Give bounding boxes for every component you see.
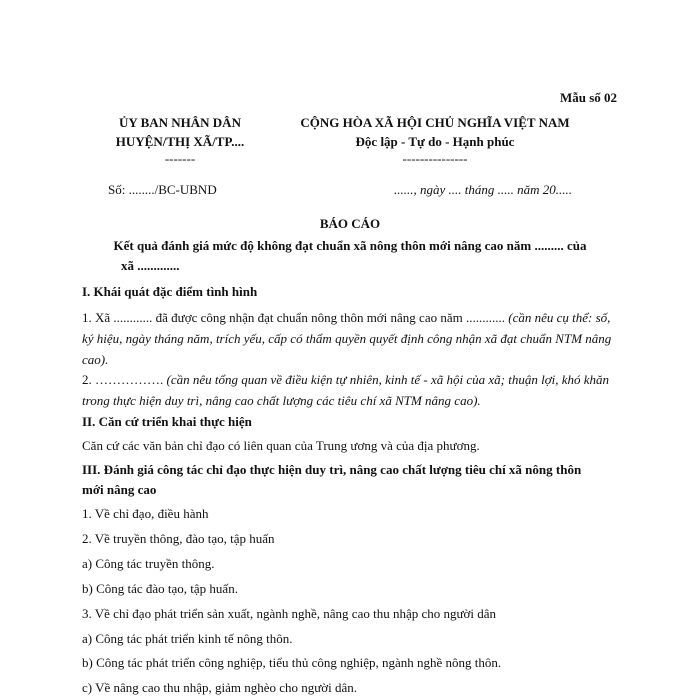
issuer-line2: HUYỆN/THỊ XÃ/TP.... xyxy=(115,134,245,149)
section1-item1 xyxy=(82,307,614,370)
section1-item2-note: (cần nêu tổng quan về điều kiện tự nhiên, kinh tế - xã hội của xã; thuận lợi, khó khăn trong thực hiện duy trì, nâng cao chất lượng các tiêu chí xã NTM nâng cao). xyxy=(82,372,610,408)
section2-heading: II. Căn cứ triển khai thực hiện xyxy=(82,414,252,429)
national-title: CỘNG HÒA XÃ HỘI CHỦ NGHĨA VIỆT NAM xyxy=(300,115,570,130)
issuer-line1: ỦY BAN NHÂN DÂN xyxy=(119,115,241,130)
national-motto: Độc lập - Tự do - Hạnh phúc xyxy=(355,134,515,149)
section1-item2-text: 2. ……………. xyxy=(82,372,167,387)
report-subtitle-line2: xã ............. xyxy=(121,258,180,273)
form-number: Mẫu số 02 xyxy=(559,90,617,105)
report-subtitle-line1: Kết quả đánh giá mức độ không đạt chuẩn xã nông thôn mới nâng cao năm ......... của xyxy=(113,238,587,253)
section1-heading: I. Khái quát đặc điểm tình hình xyxy=(82,284,258,299)
issuer-divider: ------- xyxy=(164,151,196,166)
section1-item2 xyxy=(82,369,614,411)
section3-item: 2. Về truyền thông, đào tạo, tập huấn xyxy=(82,531,275,546)
section3-heading-line1: III. Đánh giá công tác chỉ đạo thực hiện duy trì, nâng cao chất lượng tiêu chí xã nông thôn xyxy=(82,462,582,477)
section2-text: Căn cứ các văn bản chỉ đạo có liên quan của Trung ương và của địa phương. xyxy=(82,438,480,453)
report-title: BÁO CÁO xyxy=(319,216,381,231)
document-date: ......, ngày .... tháng ..... năm 20..... xyxy=(394,182,573,197)
section3-heading-line2: mới nâng cao xyxy=(82,482,157,497)
section1-item1-note: (cần nêu cụ thể: số, ký hiệu, ngày tháng năm, trích yếu, cấp có thẩm quyền quyết định công nhận xã đạt chuẩn NTM nâng cao). xyxy=(82,310,612,367)
section3-item: 1. Về chỉ đạo, điều hành xyxy=(82,506,209,521)
section3-item: a) Công tác truyền thông. xyxy=(82,556,215,571)
national-divider: --------------- xyxy=(402,151,468,166)
document-number: Số: ......../BC-UBND xyxy=(108,182,217,197)
section1-item1-text: 1. Xã ............ đã được công nhận đạt chuẩn nông thôn mới nâng cao năm ............ xyxy=(82,310,509,325)
section3-item: a) Công tác phát triển kinh tế nông thôn. xyxy=(82,631,293,646)
section3-item: 3. Về chỉ đạo phát triển sản xuất, ngành nghề, nâng cao thu nhập cho người dân xyxy=(82,606,497,621)
section3-item: c) Về nâng cao thu nhập, giảm nghèo cho người dân. xyxy=(82,680,358,695)
section3-item: b) Công tác đào tạo, tập huấn. xyxy=(82,581,238,596)
section3-item: b) Công tác phát triển công nghiệp, tiểu thủ công nghiệp, ngành nghề nông thôn. xyxy=(82,655,502,670)
